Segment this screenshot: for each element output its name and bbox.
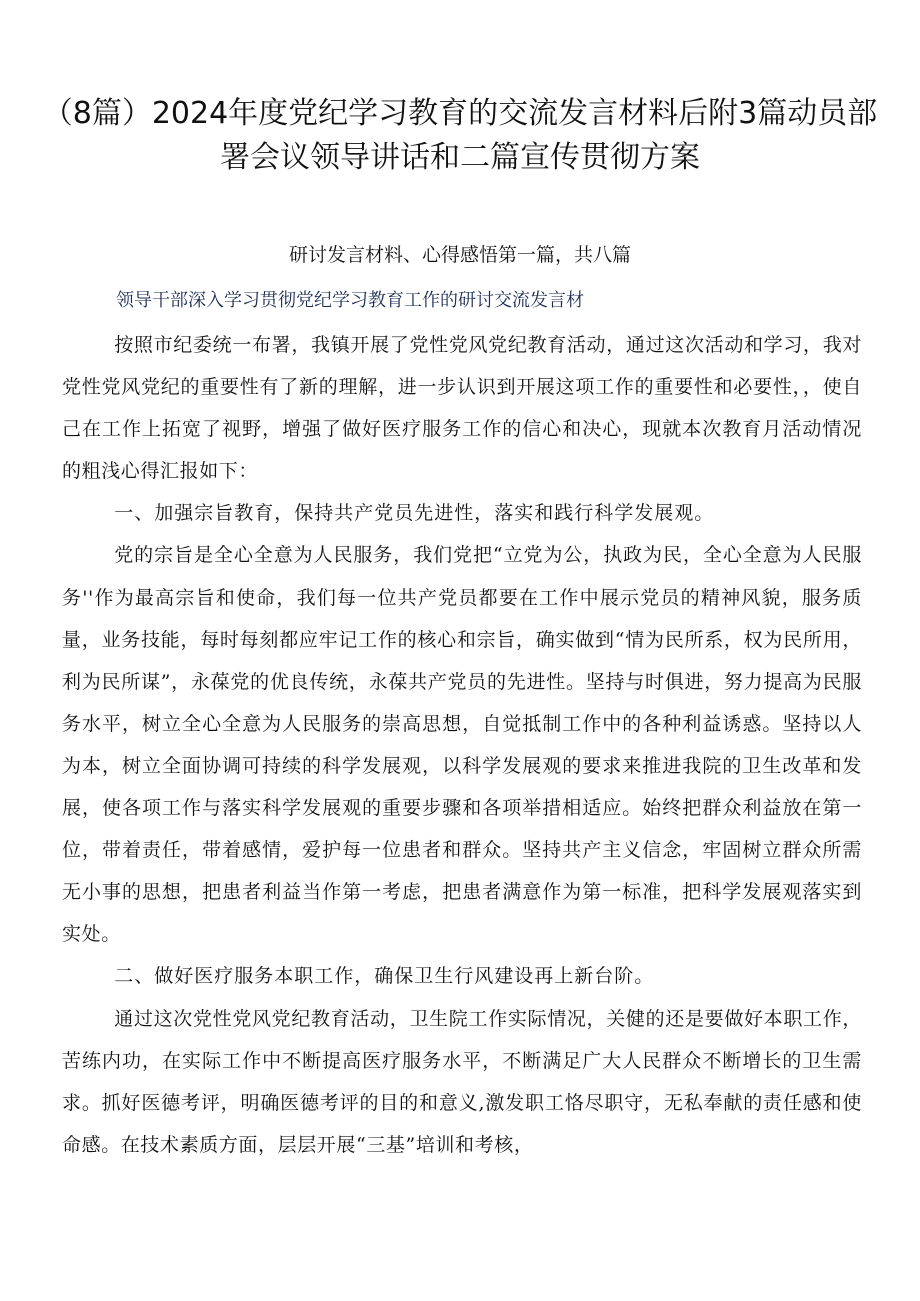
paragraph: 按照市纪委统一布署，我镇开展了党性党风党纪教育活动，通过这次活动和学习，我对党性党风党纪的重要性有了新的理解，进一步认识到开展这项工作的重要性和必要性，，使自己在工作上拓宽了视野，增强了做好医疗服务工作的信心和决心，现就本次教育月活动情况的粗浅心得汇报如下： [62,334,862,483]
paragraph-heading: 一、加强宗旨教育，保持共产党员先进性，落实和践行科学发展观。 [114,502,715,525]
paragraph: 通过这次党性党风党纪教育活动，卫生院工作实际情况，关健的还是要做好本职工作，苦练内功，在实际工作中不断提高医疗服务水平，不断满足广大人民群众不断增长的卫生需求。抓好医德考评，明确医德考评的目的和意义,激发职工恪尽职守，无私奉献的责任感和使命感。在技术素质方面，层层开展“三基”培训和考核， [62,1007,862,1156]
document-subtitle: 研讨发言材料、心得感悟第一篇，共八篇 [288,244,631,266]
paragraph: 党的宗旨是全心全意为人民服务，我们党把“立党为公，执政为民，全心全意为人民服务''作为最高宗旨和使命，我们每一位共产党员都要在工作中展示党员的精神风貌，服务质量，业务技能，每时每刻都应牢记工作的核心和宗旨，确实做到“情为民所系，权为民所用，利为民所谋”，永葆党的优良传统，永葆共产党员的先进性。坚持与时俱进，努力提高为民服务水平，树立全心全意为人民服务的崇高思想，自觉抵制工作中的各种利益诱惑。坚持以人为本，树立全面协调可持续的科学发展观，以科学发展观的要求来推进我院的卫生改革和发展，使各项工作与落实科学发展观的重要步骤和各项举措相适应。始终把群众利益放在第一位，带着责任，带着感情，爱护每一位患者和群众。坚持共产主义信念，牢固树立群众所需无小事的思想，把患者利益当作第一考虑，把患者满意作为第一标准，把科学发展观落实到实处。 [62,544,862,946]
paragraph-heading: 二、做好医疗服务本职工作，确保卫生行风建设再上新台阶。 [114,965,655,988]
section-heading: 领导干部深入学习贯彻党纪学习教育工作的研讨交流发言材 [116,290,584,311]
document-body [62,324,862,1166]
document-title: （8篇）2024年度党纪学习教育的交流发言材料后附3篇动员部署会议领导讲话和二篇宣传贯彻方案 [42,96,878,175]
